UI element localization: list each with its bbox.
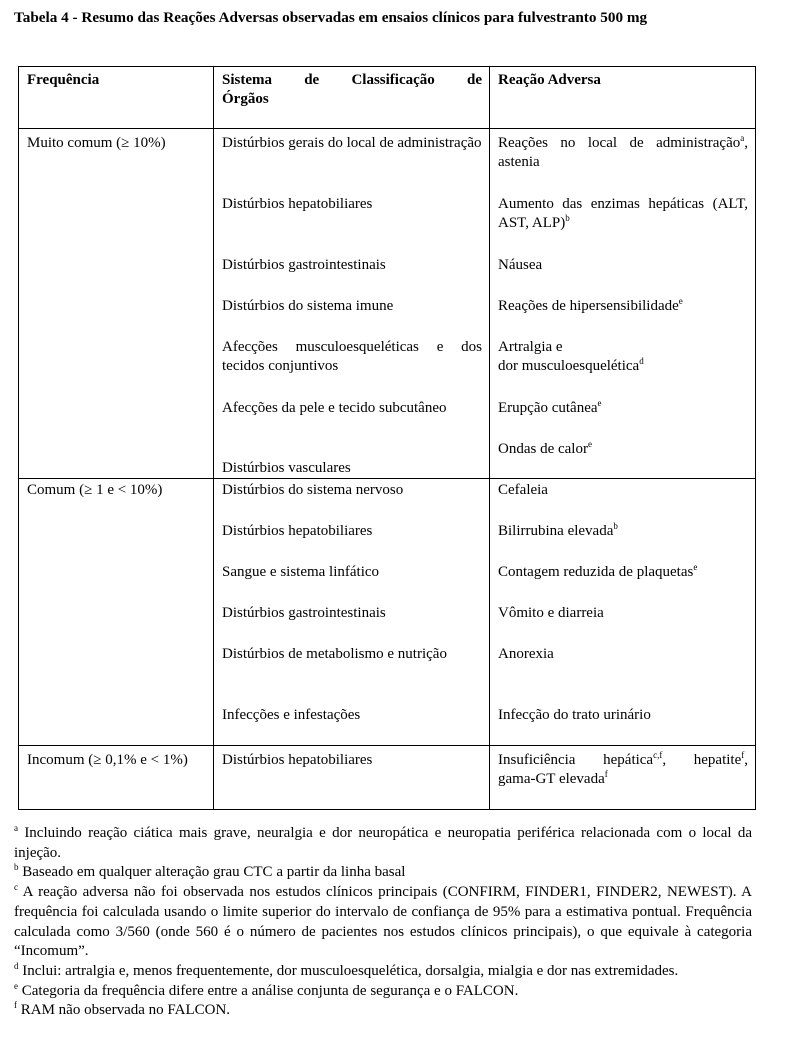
footnote-f: $^f$ RAM não observada no FALCON. [14,1000,231,1019]
table-horizontal-rule [18,745,756,746]
adverse-reaction-item: Cefaleia [498,482,548,498]
footnote-e: $^e$ Categoria da frequência difere entre a análise conjunta de segurança e o FALCON. [14,980,519,999]
organ-system-item: Afecções da pele e tecido subcutâneo [222,400,447,416]
table-vertical-rule [755,66,756,810]
table-vertical-rule [213,66,214,810]
footnote-d: $^d$ Inclui: artralgia e, menos frequentemente, dor musculoesquelética, dorsalgia, mialgia e dor nas extremidades. [14,960,679,979]
footnote-a: $^a$ Incluindo reação ciática mais grave, neuralgia e dor neuropática e neuropatia periférica relacionada com o local da injeção. [14,823,753,861]
table-vertical-rule [18,66,19,810]
organ-system-item: Sangue e sistema linfático [222,564,380,580]
adverse-reaction-item: Náusea [498,257,543,273]
adverse-reaction-item: Artralgia e dor musculoesquelética$^d$ [498,339,644,374]
adverse-reaction-item: Ondas de calor$^e$ [498,439,592,457]
adverse-reaction-item: Anorexia [498,646,554,662]
organ-system-item: Distúrbios vasculares [222,460,351,476]
frequency-label: Muito comum (≥ 10%) [27,135,166,151]
adverse-reaction-item: Bilirrubina elevada$^b$ [498,521,618,539]
organ-system-item: Distúrbios gastrointestinais [222,257,386,273]
organ-system-item: Infecções e infestações [222,707,361,723]
organ-system-item: Distúrbios do sistema imune [222,298,394,314]
table-horizontal-rule [18,66,756,67]
adverse-reaction-item: Reações de hipersensibilidade$^e$ [498,296,683,314]
frequency-label: Incomum (≥ 0,1% e < 1%) [27,752,188,768]
table-body [18,66,755,809]
organ-system-item: Distúrbios do sistema nervoso [222,482,404,498]
table-title: Tabela 4 - Resumo das Reações Adversas observadas em ensaios clínicos para fulvestranto 500 mg [14,9,648,26]
adverse-reaction-item: Vômito e diarreia [498,605,604,621]
organ-system-item: Distúrbios hepatobiliares [222,196,373,212]
organ-system-item: Distúrbios de metabolismo e nutrição [222,646,447,662]
footnotes [14,824,752,1021]
adverse-reaction-item: Infecção do trato urinário [498,707,651,723]
frequency-label: Comum (≥ 1 e < 10%) [27,482,163,498]
header-adverse-reaction: Reação Adversa [498,72,601,88]
adverse-reaction-item: Aumento das enzimas hepáticas (ALT, AST, ALP)$^b$ [498,196,748,231]
header-frequency: Frequência [27,72,100,88]
footnote-b: $^b$ Baseado em qualquer alteração grau CTC a partir da linha basal [14,862,406,881]
table-horizontal-rule [18,128,756,129]
organ-system-item: Afecções musculoesqueléticas e dos tecidos conjuntivos [222,339,482,374]
header-organ-system: Sistema de Classificação de Órgãos [222,72,482,107]
adverse-reaction-item: Reações no local de administração$^a$, astenia [498,133,748,170]
table-horizontal-rule [18,809,756,810]
organ-system-item: Distúrbios hepatobiliares [222,523,373,539]
table-vertical-rule [489,66,490,810]
organ-system-item: Distúrbios hepatobiliares [222,752,373,768]
adverse-reaction-item: Erupção cutânea$^e$ [498,398,602,416]
table-horizontal-rule [18,478,756,479]
adverse-reaction-item: Contagem reduzida de plaquetas$^e$ [498,562,698,580]
organ-system-item: Distúrbios gastrointestinais [222,605,386,621]
organ-system-item: Distúrbios gerais do local de administração [222,135,482,151]
adverse-reaction-item: Insuficiência hepática$^{c,f}$, hepatite$^f$, gama-GT elevada$^f$ [498,750,748,787]
footnote-c: $^c$ A reação adversa não foi observada nos estudos clínicos principais (CONFIRM, FINDER1, FINDER2, NEWEST). A frequência foi calculada usando o limite superior do intervalo de confiança de 95% para a estimativa pontual. Frequência calculada como 3/560 (onde 560 é o número de pacientes nos estudos clínicos principais), o que equivale à categoria “Incomum”. [14,882,752,960]
